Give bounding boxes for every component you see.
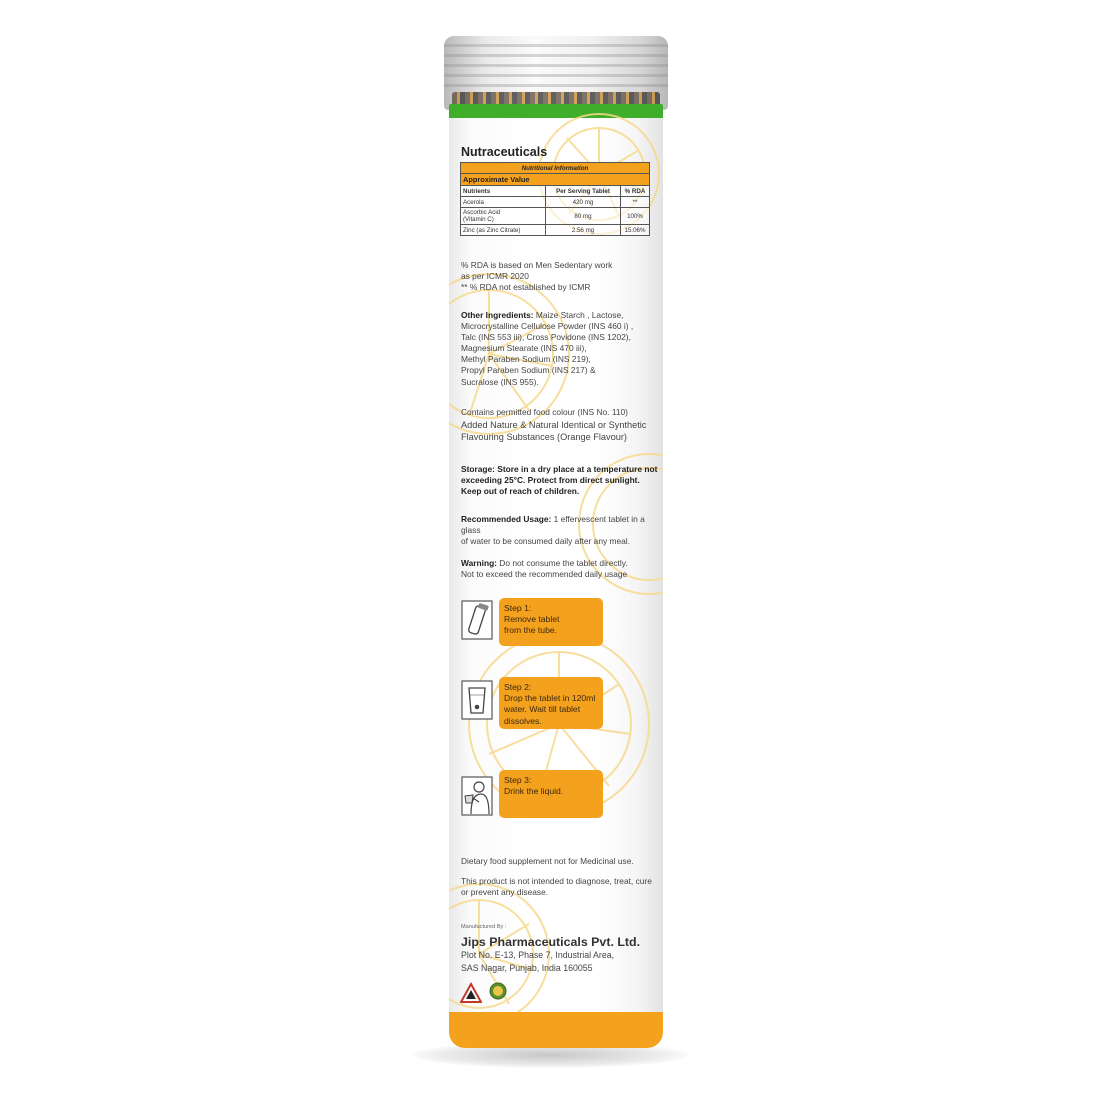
usage-line: 1 effervescent tablet in a glass bbox=[461, 514, 645, 536]
product-tube bbox=[449, 104, 663, 1048]
ingredients-label: Other Ingredients: bbox=[461, 310, 534, 320]
step-title: Step 1: bbox=[504, 603, 532, 613]
step-line: dissolves. bbox=[504, 715, 542, 726]
tube-icon bbox=[461, 600, 493, 640]
address-line: Plot No. E-13, Phase 7, Industrial Area, bbox=[461, 950, 615, 960]
step-1-box bbox=[499, 598, 603, 646]
step-3-box bbox=[499, 770, 603, 818]
table-cell: Acerola bbox=[461, 197, 546, 208]
table-row bbox=[461, 197, 650, 208]
table-cell: 2.56 mg bbox=[546, 225, 621, 236]
table-cell-line: Ascorbic Acid bbox=[463, 209, 501, 216]
storage-line: Storage: Store in a dry place at a temperature not bbox=[461, 464, 658, 474]
warning-label: Warning: bbox=[461, 558, 497, 568]
storage-line: Keep out of reach of children. bbox=[461, 486, 580, 497]
nutrition-table bbox=[460, 162, 650, 236]
ingredients-line: Propyl Paraben Sodium (INS 217) & bbox=[461, 365, 596, 376]
table-cell: 80 mg bbox=[546, 208, 621, 225]
table-header: Per Serving Tablet bbox=[546, 186, 621, 197]
flavour-line: Flavouring Substances (Orange Flavour) bbox=[461, 432, 627, 443]
step-line: from the tube. bbox=[504, 625, 558, 636]
gmp-logo bbox=[489, 982, 507, 1000]
disclaimer bbox=[461, 876, 652, 898]
rda-note bbox=[461, 260, 612, 293]
ingredients-line: Magnesium Stearate (INS 470 iii), bbox=[461, 343, 587, 354]
drinking-person-icon bbox=[461, 776, 493, 816]
table-row bbox=[461, 225, 650, 236]
step-2-box bbox=[499, 677, 603, 729]
ingredients-line: Sucralose (INS 955). bbox=[461, 376, 539, 387]
step-line: Drink the liquid. bbox=[504, 786, 564, 797]
glass-icon bbox=[461, 680, 493, 720]
storage-note bbox=[461, 464, 657, 497]
table-cell-line: (Vitamin C) bbox=[463, 216, 494, 223]
table-cell: 420 mg bbox=[546, 197, 621, 208]
warning-line: Not to exceed the recommended daily usage bbox=[461, 569, 628, 580]
step-title: Step 3: bbox=[504, 775, 532, 785]
table-header: % RDA bbox=[621, 186, 650, 197]
table-title: Nutritional Information bbox=[461, 163, 650, 174]
disclaimer-line: This product is not intended to diagnose, treat, cure bbox=[461, 876, 652, 886]
flavour-line: Added Nature & Natural Identical or Synthetic bbox=[461, 420, 647, 430]
usage-line: of water to be consumed daily after any meal. bbox=[461, 536, 630, 547]
colour-note: Contains permitted food colour (INS No. 110) bbox=[461, 407, 628, 417]
table-row bbox=[461, 208, 650, 225]
table-cell: Zinc (as Zinc Citrate) bbox=[461, 225, 546, 236]
disclaimer-line: or prevent any disease. bbox=[461, 887, 549, 898]
usage-note bbox=[461, 514, 663, 547]
step-line: Drop the tablet in 120ml bbox=[504, 693, 596, 704]
warning-triangle-icon bbox=[460, 982, 482, 1004]
ingredients-line: Maize Starch , Lactose, bbox=[533, 310, 624, 320]
table-cell: 15.06% bbox=[621, 225, 650, 236]
table-cell: ** bbox=[621, 197, 650, 208]
dietary-note: Dietary food supplement not for Medicinal use. bbox=[461, 856, 634, 866]
table-subtitle: Approximate Value bbox=[461, 174, 650, 186]
table-cell bbox=[461, 208, 546, 225]
rda-note-line: % RDA is based on Men Sedentary work bbox=[461, 260, 613, 270]
company-name: Jips Pharmaceuticals Pvt. Ltd. bbox=[461, 935, 641, 949]
ingredients-block bbox=[461, 310, 633, 388]
green-band bbox=[449, 104, 663, 118]
brand-title: Nutraceuticals bbox=[461, 145, 548, 159]
rda-note-line: ** % RDA not established by ICMR bbox=[461, 282, 591, 293]
ingredients-line: Talc (INS 553 iii), Cross Povidone (INS 1202), bbox=[461, 332, 631, 343]
rda-note-line: as per ICMR 2020 bbox=[461, 271, 529, 282]
warning-line: Do not consume the tablet directly. bbox=[496, 558, 628, 568]
storage-line: exceeding 25°C. Protect from direct sunlight. bbox=[461, 475, 640, 486]
usage-label: Recommended Usage: bbox=[461, 514, 552, 524]
ingredients-line: Methyl Paraben Sodium (INS 219), bbox=[461, 354, 591, 365]
warning-note bbox=[461, 558, 628, 580]
step-title: Step 2: bbox=[504, 682, 532, 692]
orange-band bbox=[449, 1012, 663, 1048]
address-line: SAS Nagar, Punjab, India 160055 bbox=[461, 963, 593, 973]
tube-cap bbox=[444, 36, 668, 110]
table-header: Nutrients bbox=[461, 186, 546, 197]
ingredients-line: Microcrystalline Cellulose Powder (INS 460 i) , bbox=[461, 321, 634, 332]
table-cell: 100% bbox=[621, 208, 650, 225]
step-line: Remove tablet bbox=[504, 614, 560, 625]
manufactured-by-label: Manufactured By : bbox=[461, 924, 507, 930]
step-line: water. Wait till tablet bbox=[504, 704, 581, 715]
flavour-note bbox=[461, 419, 646, 443]
